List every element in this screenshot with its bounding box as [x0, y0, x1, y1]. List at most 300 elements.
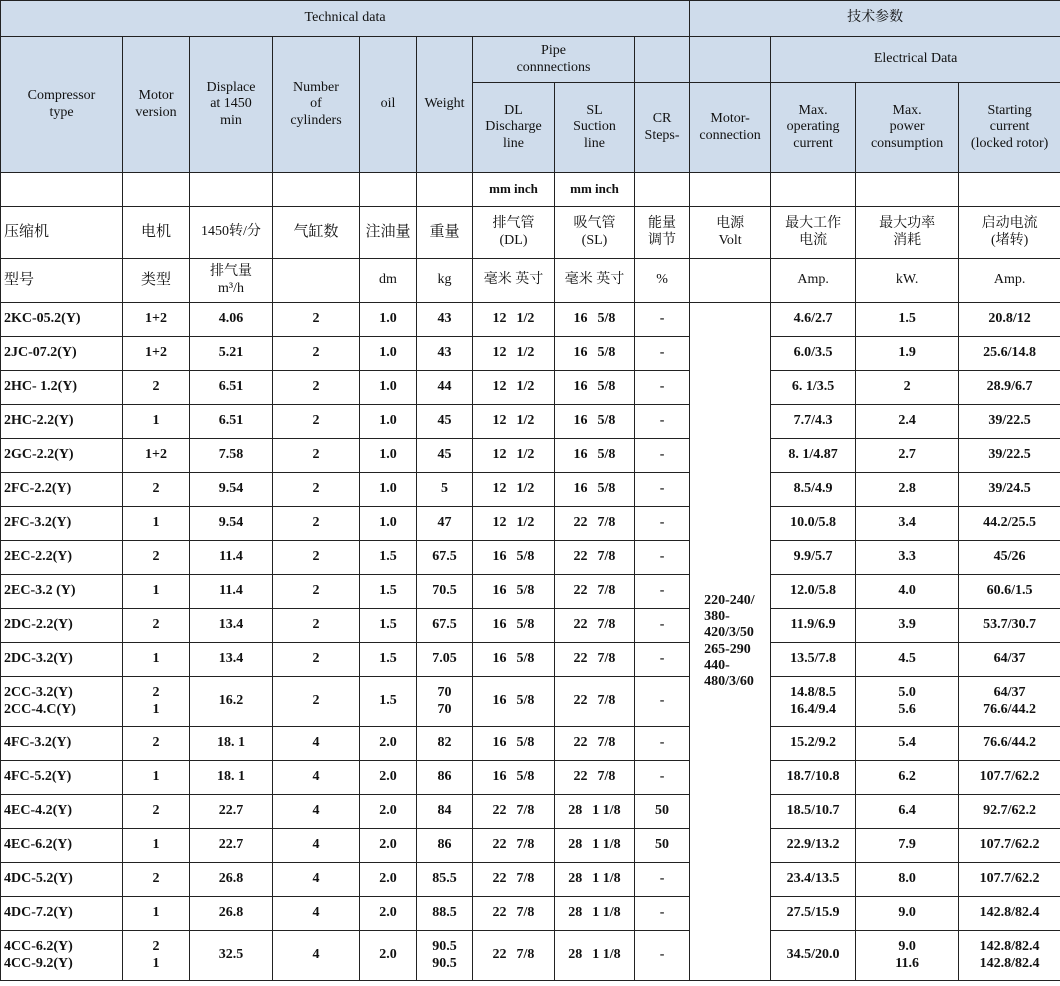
oil-cell: 2.0 — [360, 931, 417, 981]
dl-mm-value: 22 — [492, 803, 507, 819]
starting-current-cell: 39/24.5 — [959, 473, 1060, 507]
sl-mm-inch-unit: mm inch — [555, 173, 635, 207]
table-row — [1, 507, 1060, 541]
dl-header: DL Discharge line — [473, 83, 555, 173]
starting-current-cell: 20.8/12 — [959, 303, 1060, 337]
compressor-type-cell: 2HC- 1.2(Y) — [1, 371, 123, 405]
sl-inch-value: 1 1/8 — [592, 803, 621, 819]
cr-cell: - — [635, 931, 690, 981]
oil-cell: 1.5 — [360, 677, 417, 727]
weight-cell: 67.5 — [417, 609, 473, 643]
sl-cell — [555, 337, 635, 371]
sl-inch-value: 7/8 — [597, 651, 616, 667]
sl-cell — [555, 727, 635, 761]
sl-mm-value: 22 — [573, 769, 588, 785]
displacement-cell: 6.51 — [190, 371, 273, 405]
displacement-cell: 11.4 — [190, 541, 273, 575]
motor-version-cell: 1 — [123, 829, 190, 863]
sl-cell — [555, 371, 635, 405]
dl-cell — [473, 473, 555, 507]
electrical-data-header: Electrical Data — [771, 37, 1060, 83]
sl-cell — [555, 897, 635, 931]
cr-cell: - — [635, 863, 690, 897]
cn-dl-label: 排气管 (DL) — [473, 207, 555, 259]
dl-mm-value: 12 — [492, 345, 507, 361]
dl-cell — [473, 761, 555, 795]
dl-inch-value: 1/2 — [516, 447, 535, 463]
cn-max-power-label: 最大功率 消耗 — [856, 207, 959, 259]
dl-mm-value: 12 — [492, 447, 507, 463]
oil-cell: 2.0 — [360, 897, 417, 931]
compressor-type-cell: 4CC-6.2(Y) 4CC-9.2(Y) — [1, 931, 123, 981]
motor-version-cell: 1 — [123, 761, 190, 795]
motor-version-cell: 1 — [123, 507, 190, 541]
displacement-cell: 11.4 — [190, 575, 273, 609]
cylinders-cell: 4 — [273, 897, 360, 931]
sl-cell — [555, 507, 635, 541]
max-current-cell: 4.6/2.7 — [771, 303, 856, 337]
cr-cell: - — [635, 507, 690, 541]
max-current-cell: 11.9/6.9 — [771, 609, 856, 643]
sl-inch-value: 7/8 — [597, 549, 616, 565]
dl-mm-value: 16 — [492, 769, 507, 785]
sl-mm-value: 28 — [568, 947, 583, 963]
sl-inch-value: 1 1/8 — [592, 871, 621, 887]
sl-cell — [555, 761, 635, 795]
oil-cell: 1.0 — [360, 405, 417, 439]
starting-current-cell: 53.7/30.7 — [959, 609, 1060, 643]
max-current-cell: 10.0/5.8 — [771, 507, 856, 541]
table-row — [1, 863, 1060, 897]
compressor-type-cell: 2GC-2.2(Y) — [1, 439, 123, 473]
sl-cell — [555, 863, 635, 897]
sl-cell — [555, 931, 635, 981]
weight-cell: 43 — [417, 337, 473, 371]
cn-rpm-label: 1450转/分 — [190, 207, 273, 259]
sl-mm-value: 28 — [568, 871, 583, 887]
oil-cell: 2.0 — [360, 829, 417, 863]
motor-version-header: Motor version — [123, 37, 190, 173]
weight-unit: kg — [417, 259, 473, 303]
weight-cell: 45 — [417, 439, 473, 473]
starting-current-cell: 92.7/62.2 — [959, 795, 1060, 829]
displacement-cell: 13.4 — [190, 643, 273, 677]
cn-start-current-label: 启动电流 (堵转) — [959, 207, 1060, 259]
cr-cell: - — [635, 541, 690, 575]
cylinders-cell: 2 — [273, 507, 360, 541]
table-row — [1, 795, 1060, 829]
max-power-cell: 1.9 — [856, 337, 959, 371]
dl-inch-value: 5/8 — [516, 735, 535, 751]
sl-mm-value: 16 — [573, 311, 588, 327]
cn-oil-label: 注油量 — [360, 207, 417, 259]
starting-current-cell: 142.8/82.4 — [959, 897, 1060, 931]
motor-version-cell: 2 1 — [123, 931, 190, 981]
starting-current-cell: 44.2/25.5 — [959, 507, 1060, 541]
max-power-cell: 6.4 — [856, 795, 959, 829]
dl-unit: 毫米 英寸 — [473, 259, 555, 303]
table-row — [1, 761, 1060, 795]
max-power-cell: 6.2 — [856, 761, 959, 795]
displacement-cell: 16.2 — [190, 677, 273, 727]
compressor-type-cell: 2DC-2.2(Y) — [1, 609, 123, 643]
dl-inch-value: 1/2 — [516, 379, 535, 395]
dl-inch-value: 7/8 — [516, 947, 535, 963]
max-power-cell: 1.5 — [856, 303, 959, 337]
dl-inch-value: 5/8 — [516, 769, 535, 785]
sl-inch-value: 7/8 — [597, 583, 616, 599]
max-current-cell: 22.9/13.2 — [771, 829, 856, 863]
weight-cell: 84 — [417, 795, 473, 829]
dl-inch-value: 5/8 — [516, 617, 535, 633]
displacement-cell: 7.58 — [190, 439, 273, 473]
cn-type-label: 类型 — [123, 259, 190, 303]
motor-version-cell: 1 — [123, 405, 190, 439]
dl-cell — [473, 439, 555, 473]
cylinders-cell: 2 — [273, 405, 360, 439]
cylinders-cell: 4 — [273, 931, 360, 981]
cr-cell: 50 — [635, 829, 690, 863]
cylinders-cell: 4 — [273, 761, 360, 795]
cylinders-cell: 2 — [273, 643, 360, 677]
sl-inch-value: 5/8 — [597, 413, 616, 429]
max-current-cell: 7.7/4.3 — [771, 405, 856, 439]
max-current-cell: 27.5/15.9 — [771, 897, 856, 931]
cn-weight-label: 重量 — [417, 207, 473, 259]
compressor-type-cell: 4FC-5.2(Y) — [1, 761, 123, 795]
weight-cell: 70 70 — [417, 677, 473, 727]
cr-unit: % — [635, 259, 690, 303]
compressor-type-cell: 2EC-2.2(Y) — [1, 541, 123, 575]
displacement-cell: 5.21 — [190, 337, 273, 371]
weight-cell: 45 — [417, 405, 473, 439]
max-current-cell: 15.2/9.2 — [771, 727, 856, 761]
cr-cell: 50 — [635, 795, 690, 829]
cr-cell: - — [635, 473, 690, 507]
oil-cell: 1.5 — [360, 609, 417, 643]
tech-params-cn-header: 技术参数 — [690, 1, 1060, 37]
current-unit: Amp. — [771, 259, 856, 303]
weight-cell: 86 — [417, 829, 473, 863]
dl-cell — [473, 337, 555, 371]
cn-sl-label: 吸气管 (SL) — [555, 207, 635, 259]
dl-inch-value: 1/2 — [516, 481, 535, 497]
motor-connection-header: Motor- connection — [690, 83, 771, 173]
max-current-cell: 18.7/10.8 — [771, 761, 856, 795]
dl-mm-value: 12 — [492, 515, 507, 531]
sl-inch-value: 7/8 — [597, 735, 616, 751]
table-row — [1, 727, 1060, 761]
displacement-cell: 22.7 — [190, 795, 273, 829]
starting-current-cell: 64/37 — [959, 643, 1060, 677]
cylinders-cell: 2 — [273, 371, 360, 405]
max-current-cell: 6.0/3.5 — [771, 337, 856, 371]
max-current-cell: 9.9/5.7 — [771, 541, 856, 575]
compressor-type-cell: 4DC-7.2(Y) — [1, 897, 123, 931]
oil-cell: 1.0 — [360, 337, 417, 371]
cr-cell: - — [635, 677, 690, 727]
sl-cell — [555, 643, 635, 677]
dl-mm-value: 16 — [492, 735, 507, 751]
displacement-cell: 32.5 — [190, 931, 273, 981]
starting-current-cell: 76.6/44.2 — [959, 727, 1060, 761]
max-power-cell: 9.0 — [856, 897, 959, 931]
sl-inch-value: 7/8 — [597, 515, 616, 531]
dl-mm-value: 16 — [492, 651, 507, 667]
max-current-cell: 34.5/20.0 — [771, 931, 856, 981]
motor-version-cell: 1+2 — [123, 337, 190, 371]
dl-cell — [473, 303, 555, 337]
cr-cell: - — [635, 761, 690, 795]
cr-cell: - — [635, 643, 690, 677]
starting-current-cell: 107.7/62.2 — [959, 761, 1060, 795]
compressor-type-cell: 2CC-3.2(Y) 2CC-4.C(Y) — [1, 677, 123, 727]
cylinders-cell: 2 — [273, 575, 360, 609]
dl-cell — [473, 371, 555, 405]
cr-cell: - — [635, 609, 690, 643]
cn-compressor-label: 压缩机 — [1, 207, 123, 259]
oil-cell: 1.0 — [360, 371, 417, 405]
sl-inch-value: 7/8 — [597, 769, 616, 785]
weight-cell: 85.5 — [417, 863, 473, 897]
motor-version-cell: 1 — [123, 643, 190, 677]
table-row — [1, 575, 1060, 609]
cn-cylinders-label: 气缸数 — [273, 207, 360, 259]
dl-cell — [473, 507, 555, 541]
displacement-cell: 22.7 — [190, 829, 273, 863]
pipe-connections-header: Pipe connnections — [473, 37, 635, 83]
compressor-type-cell: 2KC-05.2(Y) — [1, 303, 123, 337]
starting-current-cell: 60.6/1.5 — [959, 575, 1060, 609]
sl-inch-value: 5/8 — [597, 345, 616, 361]
max-current-cell: 8.5/4.9 — [771, 473, 856, 507]
weight-cell: 7.05 — [417, 643, 473, 677]
weight-cell: 43 — [417, 303, 473, 337]
oil-cell: 2.0 — [360, 727, 417, 761]
starting-current-cell: 142.8/82.4 142.8/82.4 — [959, 931, 1060, 981]
table-row — [1, 405, 1060, 439]
dl-mm-value: 12 — [492, 413, 507, 429]
dl-mm-value: 16 — [492, 617, 507, 633]
dl-cell — [473, 829, 555, 863]
starting-current-header: Starting current (locked rotor) — [959, 83, 1060, 173]
cr-blank-header — [635, 37, 690, 83]
dl-mm-value: 22 — [492, 947, 507, 963]
compressor-type-cell: 2FC-2.2(Y) — [1, 473, 123, 507]
dl-cell — [473, 931, 555, 981]
compressor-type-cell: 4EC-6.2(Y) — [1, 829, 123, 863]
dl-cell — [473, 643, 555, 677]
sl-inch-value: 7/8 — [597, 693, 616, 709]
cr-cell: - — [635, 405, 690, 439]
oil-cell: 1.0 — [360, 303, 417, 337]
max-current-cell: 23.4/13.5 — [771, 863, 856, 897]
oil-cell: 1.0 — [360, 439, 417, 473]
sl-mm-value: 22 — [573, 515, 588, 531]
technical-data-header: Technical data — [1, 1, 690, 37]
displacement-header: Displace at 1450 min — [190, 37, 273, 173]
compressor-type-cell: 4EC-4.2(Y) — [1, 795, 123, 829]
dl-mm-value: 12 — [492, 379, 507, 395]
cylinders-cell: 4 — [273, 727, 360, 761]
cylinders-cell: 2 — [273, 439, 360, 473]
motor-version-cell: 1 — [123, 575, 190, 609]
oil-header: oil — [360, 37, 417, 173]
motor-version-cell: 2 — [123, 609, 190, 643]
cylinders-cell: 2 — [273, 541, 360, 575]
weight-cell: 88.5 — [417, 897, 473, 931]
power-unit: kW. — [856, 259, 959, 303]
oil-cell: 2.0 — [360, 863, 417, 897]
sl-cell — [555, 473, 635, 507]
sl-mm-value: 28 — [568, 803, 583, 819]
max-current-header: Max. operating current — [771, 83, 856, 173]
max-power-cell: 2.7 — [856, 439, 959, 473]
sl-mm-value: 16 — [573, 481, 588, 497]
cr-cell: - — [635, 371, 690, 405]
motor-version-cell: 2 — [123, 473, 190, 507]
displacement-cell: 9.54 — [190, 473, 273, 507]
sl-header: SL Suction line — [555, 83, 635, 173]
cylinders-cell: 2 — [273, 609, 360, 643]
sl-inch-value: 5/8 — [597, 481, 616, 497]
cylinders-cell: 2 — [273, 337, 360, 371]
table-row — [1, 439, 1060, 473]
cr-cell: - — [635, 337, 690, 371]
weight-cell: 82 — [417, 727, 473, 761]
table-row — [1, 337, 1060, 371]
dl-inch-value: 7/8 — [516, 871, 535, 887]
dl-mm-inch-unit: mm inch — [473, 173, 555, 207]
dl-cell — [473, 609, 555, 643]
starting-current-cell: 107.7/62.2 — [959, 863, 1060, 897]
cn-max-current-label: 最大工作 电流 — [771, 207, 856, 259]
table-row — [1, 677, 1060, 727]
dl-inch-value: 1/2 — [516, 311, 535, 327]
sl-mm-value: 16 — [573, 345, 588, 361]
displacement-cell: 18. 1 — [190, 761, 273, 795]
weight-header: Weight — [417, 37, 473, 173]
table-row — [1, 897, 1060, 931]
starting-current-cell: 25.6/14.8 — [959, 337, 1060, 371]
cylinders-cell: 4 — [273, 863, 360, 897]
max-power-cell: 7.9 — [856, 829, 959, 863]
sl-mm-value: 22 — [573, 735, 588, 751]
oil-cell: 1.5 — [360, 541, 417, 575]
weight-cell: 90.5 90.5 — [417, 931, 473, 981]
displacement-cell: 6.51 — [190, 405, 273, 439]
motor-version-cell: 2 — [123, 371, 190, 405]
dl-mm-value: 12 — [492, 481, 507, 497]
sl-mm-value: 22 — [573, 549, 588, 565]
weight-cell: 70.5 — [417, 575, 473, 609]
table-row — [1, 371, 1060, 405]
sl-cell — [555, 439, 635, 473]
oil-cell: 1.0 — [360, 507, 417, 541]
sl-cell — [555, 677, 635, 727]
sl-mm-value: 28 — [568, 837, 583, 853]
sl-cell — [555, 829, 635, 863]
max-power-cell: 4.0 — [856, 575, 959, 609]
max-current-cell: 8. 1/4.87 — [771, 439, 856, 473]
max-power-cell: 2.8 — [856, 473, 959, 507]
motor-version-cell: 2 — [123, 727, 190, 761]
sl-mm-value: 22 — [573, 583, 588, 599]
max-power-cell: 2.4 — [856, 405, 959, 439]
dl-mm-value: 16 — [492, 693, 507, 709]
start-current-unit: Amp. — [959, 259, 1060, 303]
sl-inch-value: 1 1/8 — [592, 905, 621, 921]
max-power-cell: 8.0 — [856, 863, 959, 897]
table-row — [1, 643, 1060, 677]
dl-inch-value: 1/2 — [516, 515, 535, 531]
compressor-type-cell: 2EC-3.2 (Y) — [1, 575, 123, 609]
sl-mm-value: 22 — [573, 651, 588, 667]
displacement-cell: 4.06 — [190, 303, 273, 337]
sl-cell — [555, 303, 635, 337]
oil-cell: 2.0 — [360, 795, 417, 829]
starting-current-cell: 45/26 — [959, 541, 1060, 575]
dl-mm-value: 22 — [492, 871, 507, 887]
dl-cell — [473, 405, 555, 439]
dl-inch-value: 5/8 — [516, 549, 535, 565]
dl-mm-value: 12 — [492, 311, 507, 327]
starting-current-cell: 64/37 76.6/44.2 — [959, 677, 1060, 727]
starting-current-cell: 39/22.5 — [959, 439, 1060, 473]
voltage-cell: 220-240/ 380- 420/3/50 265-290 440- 480/3/60 — [690, 303, 771, 981]
sl-mm-value: 28 — [568, 905, 583, 921]
max-power-cell: 2 — [856, 371, 959, 405]
cylinders-cell: 2 — [273, 473, 360, 507]
cr-cell: - — [635, 897, 690, 931]
dl-cell — [473, 575, 555, 609]
dl-inch-value: 7/8 — [516, 905, 535, 921]
dl-cell — [473, 541, 555, 575]
displacement-cell: 13.4 — [190, 609, 273, 643]
table-row — [1, 609, 1060, 643]
dl-mm-value: 22 — [492, 905, 507, 921]
compressor-type-cell: 2DC-3.2(Y) — [1, 643, 123, 677]
motor-version-cell: 2 — [123, 863, 190, 897]
cr-cell: - — [635, 727, 690, 761]
max-power-cell: 3.9 — [856, 609, 959, 643]
cr-cell: - — [635, 575, 690, 609]
dl-mm-value: 22 — [492, 837, 507, 853]
dl-inch-value: 1/2 — [516, 345, 535, 361]
max-current-cell: 13.5/7.8 — [771, 643, 856, 677]
compressor-type-cell: 4DC-5.2(Y) — [1, 863, 123, 897]
starting-current-cell: 39/22.5 — [959, 405, 1060, 439]
table-row — [1, 931, 1060, 981]
compressor-type-cell: 2HC-2.2(Y) — [1, 405, 123, 439]
max-power-cell: 5.0 5.6 — [856, 677, 959, 727]
weight-cell: 47 — [417, 507, 473, 541]
cn-model-label: 型号 — [1, 259, 123, 303]
motor-version-cell: 1+2 — [123, 303, 190, 337]
max-power-cell: 5.4 — [856, 727, 959, 761]
dl-cell — [473, 795, 555, 829]
sl-cell — [555, 795, 635, 829]
sl-cell — [555, 541, 635, 575]
table-row — [1, 303, 1060, 337]
max-current-cell: 6. 1/3.5 — [771, 371, 856, 405]
oil-cell: 1.5 — [360, 575, 417, 609]
sl-unit: 毫米 英寸 — [555, 259, 635, 303]
cylinders-cell: 2 — [273, 677, 360, 727]
motor-version-cell: 2 1 — [123, 677, 190, 727]
dl-inch-value: 1/2 — [516, 413, 535, 429]
dl-cell — [473, 863, 555, 897]
